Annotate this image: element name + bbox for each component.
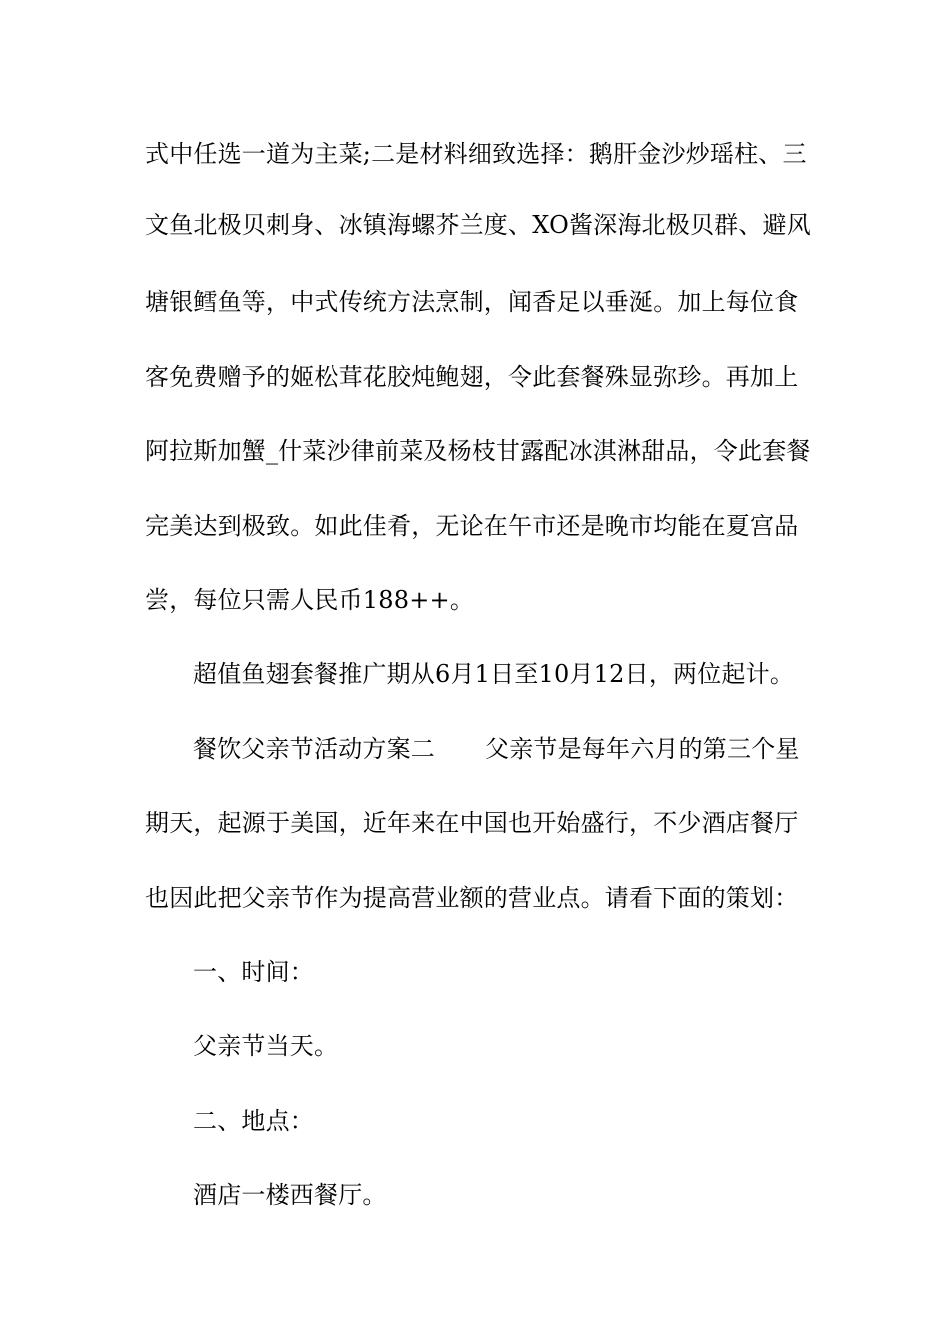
paragraph-line: 客免费赠予的姬松茸花胶炖鲍翅，令此套餐殊显弥珍。再加上 [145,363,799,391]
section-title: 餐饮父亲节活动方案二 [193,735,435,763]
section-heading: 一、时间： [193,958,314,986]
paragraph-line: 也因此把父亲节作为提高营业额的营业点。请看下面的策划： [145,884,799,912]
paragraph-line: 父亲节当天。 [193,1032,339,1060]
paragraph-line: 塘银鳕鱼等，中式传统方法烹制，闻香足以垂涎。加上每位食 [145,288,799,316]
paragraph-line: 式中任选一道为主菜;二是材料细致选择：鹅肝金沙炒瑶柱、三 [145,140,807,168]
paragraph-line: 期天，起源于美国，近年来在中国也开始盛行，不少酒店餐厅 [145,809,799,837]
paragraph-line: 超值鱼翅套餐推广期从6月1日至10月12日，两位起计。 [193,660,795,688]
paragraph-start: 父亲节是每年六月的第三个星 [485,735,800,763]
paragraph-line: 酒店一楼西餐厅。 [193,1181,387,1209]
paragraph-line: 阿拉斯加蟹_什菜沙律前菜及杨枝甘露配冰淇淋甜品，令此套餐 [145,437,811,465]
section-heading: 二、地点： [193,1107,314,1135]
section-heading-line [193,734,800,764]
paragraph-line: 尝，每位只需人民币188++。 [145,586,475,614]
paragraph-line: 完美达到极致。如此佳肴，无论在午市还是晚市均能在夏宫品 [145,512,799,540]
paragraph-line: 文鱼北极贝刺身、冰镇海螺芥兰度、XO酱深海北极贝群、避风 [145,211,811,239]
